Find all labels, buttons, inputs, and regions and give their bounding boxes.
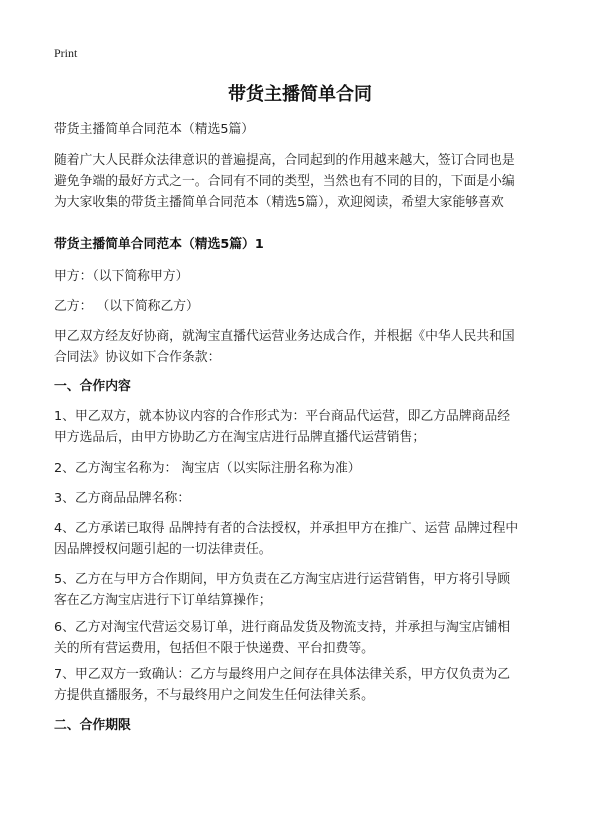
party-b-line: 乙方： （以下简称乙方） [54,299,199,314]
clause-line: 客在乙方淘宝店进行下订单结算操作； [54,593,272,608]
intro-line: 避免争端的最好方式之一。合同有不同的类型，当然也有不同的目的，下面是小编 [54,174,515,189]
clause-line: 7、甲乙双方一致确认：乙方与最终用户之间存在具体法律关系，甲方仅负责为乙 [54,667,511,682]
party-a-line: 甲方：（以下简称甲方） [54,269,189,284]
clause-line: 1、甲乙双方，就本协议内容的合作形式为：平台商品代运营，即乙方品牌商品经 [54,409,511,424]
section-1-title: 一、合作内容 [54,379,131,394]
clause-7 [54,664,554,706]
clause-line: 2、乙方淘宝名称为： 淘宝店（以实际注册名称为准） [54,461,361,476]
clause-3 [54,488,554,509]
document-title: 带货主播简单合同 [228,84,372,105]
clause-line: 5、乙方在与甲方合作期间，甲方负责在乙方淘宝店进行运营销售，甲方将引导顾 [54,572,511,587]
preamble-line: 合同法》协议如下合作条款： [54,350,221,365]
print-label: Print [54,46,78,60]
clause-1 [54,406,554,448]
clause-line: 方提供直播服务，不与最终用户之间发生任何法律关系。 [54,688,374,703]
contract-heading: 带货主播简单合同范本（精选5篇）1 [54,237,264,252]
clause-line: 4、乙方承诺已取得 品牌持有者的合法授权，并承担甲方在推广、运营 品牌过程中 [54,521,519,536]
clause-line: 甲方选品后，由甲方协助乙方在淘宝店进行品牌直播代运营销售； [54,430,426,445]
intro-line: 为大家收集的带货主播简单合同范本（精选5篇），欢迎阅读，希望大家能够喜欢 [54,195,504,210]
intro-paragraph [54,150,554,213]
section-2-title: 二、合作期限 [54,718,131,733]
preamble-line: 甲乙双方经友好协商，就淘宝直播代运营业务达成合作，并根据《中华人民共和国 [54,329,515,344]
intro-line: 随着广大人民群众法律意识的普遍提高，合同起到的作用越来越大，签订合同也是 [54,153,515,168]
clause-6 [54,617,554,659]
preamble-paragraph [54,326,554,368]
clause-line: 因品牌授权问题引起的一切法律责任。 [54,542,272,557]
clause-2 [54,458,554,479]
clause-4 [54,518,554,560]
document-subtitle: 带货主播简单合同范本（精选5篇） [54,122,255,137]
clause-5 [54,569,554,611]
clause-line: 3、乙方商品品牌名称： [54,491,191,506]
clause-line: 关的所有营运费用，包括但不限于快递费、平台扣费等。 [54,641,374,656]
clause-line: 6、乙方对淘宝代营运交易订单，进行商品发货及物流支持，并承担与淘宝店铺相 [54,620,511,635]
